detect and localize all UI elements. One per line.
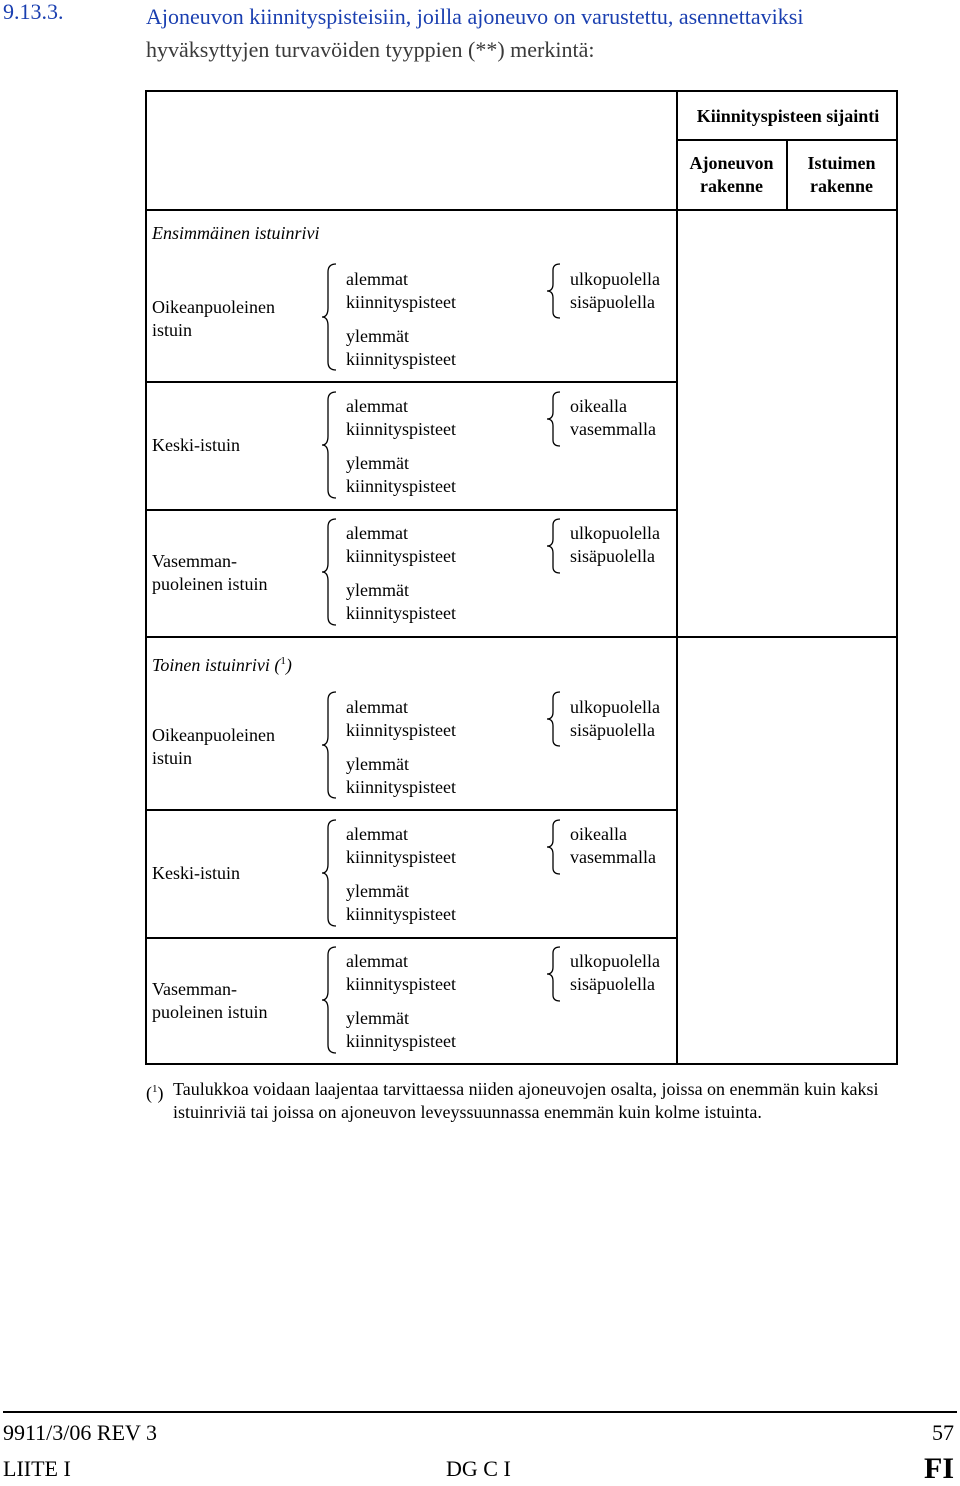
- seat-label: [152, 434, 240, 457]
- header-seat-line-1: Istuimen: [807, 153, 876, 173]
- section-label-end: ): [285, 655, 292, 675]
- header-anchorage-location: Kiinnityspisteen sijainti: [696, 106, 880, 126]
- position-options: [570, 522, 660, 568]
- anchorage-point-text: kiinnityspisteet: [346, 904, 456, 924]
- footnote-paren: (: [146, 1083, 152, 1103]
- annex-label: LIITE I: [3, 1456, 71, 1481]
- anchorage-points: [346, 395, 456, 498]
- seat-label: [152, 978, 268, 1024]
- seat-label: [152, 862, 240, 885]
- position-options: [570, 395, 656, 441]
- footer-divider: [3, 1411, 957, 1413]
- seat-label-line: puoleinen istuin: [152, 1002, 268, 1022]
- left-brace-icon: [545, 690, 563, 748]
- header-vehicle-line-1: Ajoneuvon: [689, 153, 774, 173]
- position-options: [570, 696, 660, 742]
- anchorage-point-text: kiinnityspisteet: [346, 1031, 456, 1051]
- left-brace-icon: [545, 945, 563, 1003]
- anchorage-point-text: ylemmät: [346, 881, 409, 901]
- left-brace-icon: [320, 517, 340, 627]
- anchorage-points: [346, 696, 456, 799]
- header-vehicle-structure: [677, 152, 786, 198]
- left-brace-icon: [545, 818, 563, 876]
- language-code: FI: [924, 1452, 954, 1485]
- left-brace-icon: [320, 690, 340, 800]
- position-options: [570, 268, 660, 314]
- header-seat-structure: [787, 152, 896, 198]
- section-heading: [146, 0, 946, 66]
- anchorage-point-text: ylemmät: [346, 326, 409, 346]
- position-text: sisäpuolella: [570, 546, 655, 566]
- anchorage-point-text: ylemmät: [346, 453, 409, 473]
- position-text: ulkopuolella: [570, 523, 660, 543]
- seat-label: [152, 550, 268, 596]
- seat-label-line: puoleinen istuin: [152, 574, 268, 594]
- seat-label: [152, 296, 275, 342]
- seat-label-line: istuin: [152, 748, 193, 768]
- anchorage-point-text: kiinnityspisteet: [346, 603, 456, 623]
- seat-label-line: Keski-istuin: [152, 435, 240, 455]
- position-text: ulkopuolella: [570, 697, 660, 717]
- anchorage-points: [346, 522, 456, 625]
- footnote-paren: ): [157, 1083, 164, 1103]
- anchorage-point-text: alemmat: [346, 824, 408, 844]
- position-text: vasemmalla: [570, 847, 656, 867]
- seat-label-line: istuin: [152, 320, 193, 340]
- anchorage-point-text: alemmat: [346, 697, 408, 717]
- seat-label-line: Oikeanpuoleinen: [152, 725, 275, 745]
- row-divider: [145, 809, 678, 811]
- anchorage-point-text: kiinnityspisteet: [346, 419, 456, 439]
- left-brace-icon: [320, 390, 340, 500]
- anchorage-point-text: kiinnityspisteet: [346, 349, 456, 369]
- anchorage-points: [346, 823, 456, 926]
- page-number: 57: [932, 1420, 954, 1445]
- section-label-second-row: [152, 650, 292, 676]
- row-divider: [145, 937, 678, 939]
- left-brace-icon: [320, 262, 340, 372]
- table-header-divider: [676, 139, 898, 141]
- left-brace-icon: [545, 262, 563, 320]
- document-reference: 9911/3/06 REV 3: [3, 1420, 158, 1445]
- table-divider-vertical-1: [676, 90, 678, 1065]
- section-label-first-row: Ensimmäinen istuinrivi: [152, 223, 320, 243]
- header-seat-line-2: rakenne: [810, 176, 873, 196]
- left-brace-icon: [320, 945, 340, 1055]
- anchorage-points: [346, 950, 456, 1053]
- footnote-ref: 1: [280, 655, 286, 667]
- heading-line-2: hyväksyttyjen turvavöiden tyyppien (**) merkintä:: [146, 37, 595, 62]
- seat-label-line: Oikeanpuoleinen: [152, 297, 275, 317]
- table-header-bottom: [145, 209, 898, 211]
- anchorage-point-text: kiinnityspisteet: [346, 847, 456, 867]
- section-divider: [145, 636, 898, 638]
- position-options: [570, 950, 660, 996]
- left-brace-icon: [320, 818, 340, 928]
- position-text: vasemmalla: [570, 419, 656, 439]
- row-divider: [145, 381, 678, 383]
- heading-line-1: Ajoneuvon kiinnityspisteisiin, joilla ajoneuvo on varustettu, asennettaviksi: [146, 4, 804, 29]
- anchorage-point-text: alemmat: [346, 396, 408, 416]
- position-text: ulkopuolella: [570, 951, 660, 971]
- anchorage-points: [346, 268, 456, 371]
- position-text: oikealla: [570, 824, 627, 844]
- anchorage-point-text: kiinnityspisteet: [346, 546, 456, 566]
- anchorage-point-text: kiinnityspisteet: [346, 720, 456, 740]
- position-text: sisäpuolella: [570, 720, 655, 740]
- anchorage-point-text: alemmat: [346, 269, 408, 289]
- section-label-text: Toinen istuinrivi (: [152, 655, 281, 675]
- anchorage-point-text: kiinnityspisteet: [346, 974, 456, 994]
- row-divider: [145, 509, 678, 511]
- seat-label: [152, 724, 275, 770]
- anchorage-point-text: kiinnityspisteet: [346, 292, 456, 312]
- left-brace-icon: [545, 517, 563, 575]
- anchorage-point-text: kiinnityspisteet: [346, 777, 456, 797]
- position-options: [570, 823, 656, 869]
- footnote-marker: [146, 1078, 164, 1105]
- position-text: sisäpuolella: [570, 974, 655, 994]
- directorate-label: DG C I: [446, 1456, 511, 1481]
- position-text: sisäpuolella: [570, 292, 655, 312]
- position-text: oikealla: [570, 396, 627, 416]
- section-number: 9.13.3.: [3, 0, 64, 24]
- seat-label-line: Vasemman-: [152, 979, 237, 999]
- anchorage-point-text: ylemmät: [346, 1008, 409, 1028]
- anchorage-point-text: ylemmät: [346, 580, 409, 600]
- footnote-number: 1: [152, 1083, 158, 1095]
- seat-label-line: Vasemman-: [152, 551, 237, 571]
- anchorage-point-text: alemmat: [346, 951, 408, 971]
- anchorage-point-text: ylemmät: [346, 754, 409, 774]
- header-vehicle-line-2: rakenne: [700, 176, 763, 196]
- footnote-text: Taulukkoa voidaan laajentaa tarvittaessa niiden ajoneuvojen osalta, joissa on enemmän kuin kaksi istuinriviä tai joissa on ajoneuvon leveyssuunnassa enemmän kuin kolme istuinta.: [173, 1079, 879, 1122]
- seat-label-line: Keski-istuin: [152, 863, 240, 883]
- anchorage-point-text: kiinnityspisteet: [346, 476, 456, 496]
- position-text: ulkopuolella: [570, 269, 660, 289]
- left-brace-icon: [545, 390, 563, 448]
- anchorage-point-text: alemmat: [346, 523, 408, 543]
